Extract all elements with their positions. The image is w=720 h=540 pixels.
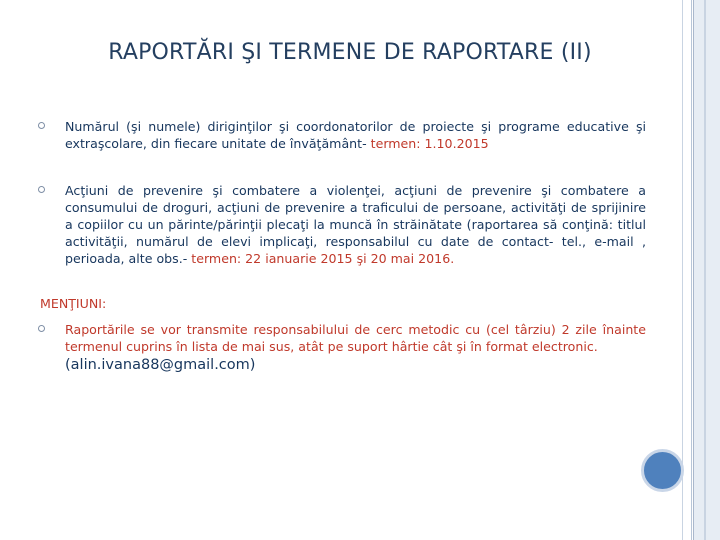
- deadline-text: termen: 22 ianuarie 2015 şi 20 mai 2016.: [191, 251, 455, 266]
- list-item-text: Numărul (şi numele) diriginţilor şi coordonatorilor de proiecte şi programe educative şi extraşcolare, din fiecare unitate de învăţământ- termen: 1.10.2015: [65, 119, 646, 151]
- bullet-circle-icon: [38, 325, 45, 332]
- mention-item: [38, 321, 646, 374]
- mentions-heading: MENŢIUNI:: [40, 296, 107, 311]
- list-item: [38, 118, 646, 152]
- list-item-text: Acţiuni de prevenire şi combatere a violenţei, acţiuni de prevenire şi combatere a consumului de droguri, acţiuni de prevenire a traficului de persoane, activităţi de sprijinire a copiilor cu un părinte/părinţii plecaţi la muncă în străinătate (raportarea să conţină: titlul activităţii, numărul de elevi implicaţi, responsabilul cu date de contact- tel., e-mail , perioada, alte obs.- termen: 22 ianuarie 2015 şi 20 mai 2016.: [65, 183, 646, 266]
- decorative-line: [682, 0, 683, 540]
- page-title: RAPORTĂRI ŞI TERMENE DE RAPORTARE (II): [108, 40, 592, 65]
- bullet-circle-icon: [38, 122, 45, 129]
- decorative-side-band: [693, 0, 720, 540]
- list-item: [38, 182, 646, 267]
- deadline-text: termen: 1.10.2015: [370, 136, 489, 151]
- contact-email: (alin.ivana88@gmail.com): [65, 357, 256, 373]
- mention-text: Raportările se vor transmite responsabilului de cerc metodic cu (cel târziu) 2 zile înainte termenul cuprins în lista de mai sus, atât pe suport hârtie cât şi în format electronic.: [65, 322, 646, 354]
- bullet-circle-icon: [38, 186, 45, 193]
- decorative-circle: [641, 449, 684, 492]
